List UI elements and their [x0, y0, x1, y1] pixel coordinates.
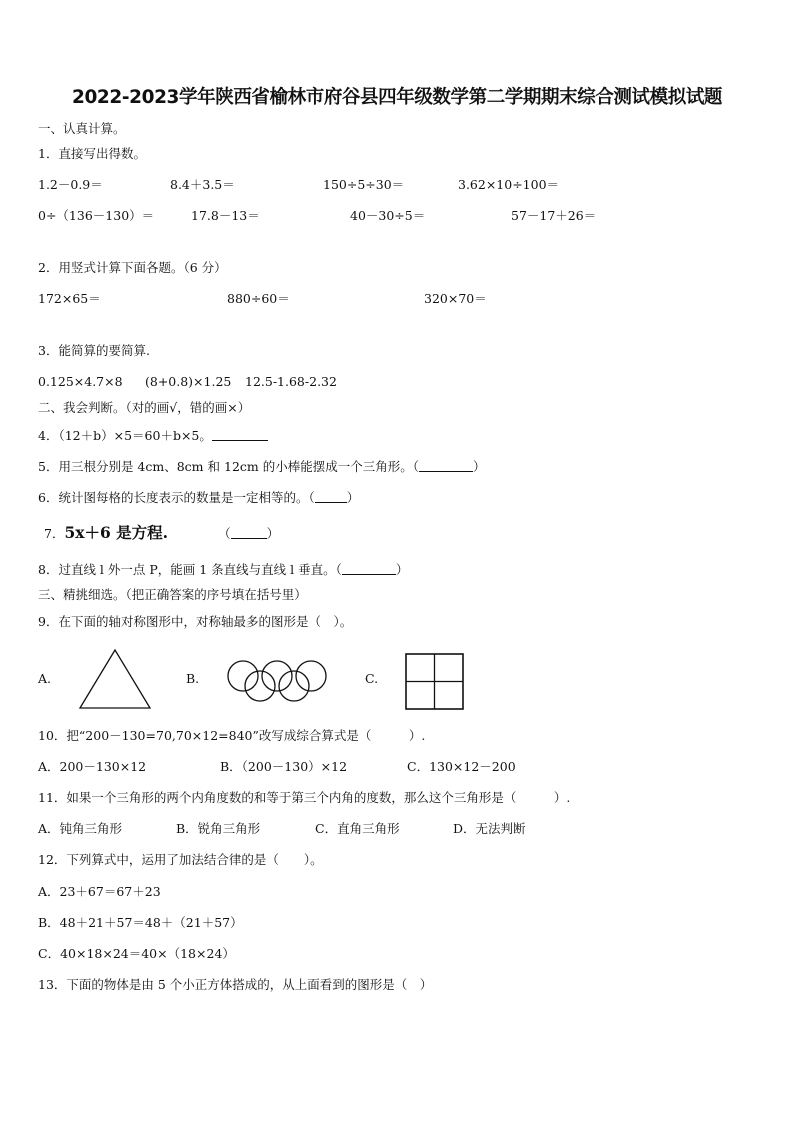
q1-item: 17.8－13＝ — [191, 208, 260, 223]
q8-close: ） — [395, 562, 409, 577]
answer-blank[interactable] — [419, 460, 473, 472]
q12-option: A．23＋67＝67＋23 — [38, 884, 161, 899]
q4-text: 4．（12＋b）×5＝60＋b×5。 — [38, 428, 212, 443]
q10-prompt: 10．把“200－130=70,70×12=840”改写成综合算式是（ ）. — [38, 728, 426, 743]
section3-heading: 三、精挑细选。（把正确答案的序号填在括号里） — [38, 587, 307, 602]
q1-prompt: 1．直接写出得数。 — [38, 146, 146, 161]
q1-item: 150÷5÷30＝ — [323, 177, 405, 192]
q1-item: 1.2－0.9＝ — [38, 177, 103, 192]
q4-line — [38, 429, 268, 443]
olympic-rings-figure — [226, 660, 330, 694]
q9-option-b: B. — [186, 671, 200, 686]
q7-line — [44, 525, 279, 541]
q6-line — [38, 491, 359, 505]
q12-prompt: 12．下列算式中，运用了加法结合律的是（ ）。 — [38, 852, 323, 867]
q3-item: (8+0.8)×1.25 — [145, 374, 232, 389]
q7-expression: 5x＋6 是方程. — [64, 523, 169, 542]
q5-line — [38, 460, 486, 474]
q10-option: C．130×12－200 — [407, 759, 516, 774]
q11-option: C．直角三角形 — [315, 821, 400, 836]
q7-paren-open: （ — [218, 526, 231, 541]
q11-prompt: 11．如果一个三角形的两个内角度数的和等于第三个内角的度数，那么这个三角形是（ ）. — [38, 790, 571, 805]
q11-option: B．锐角三角形 — [176, 821, 261, 836]
answer-blank[interactable] — [342, 563, 396, 575]
q6-close: ） — [346, 490, 360, 505]
q8-line — [38, 563, 408, 577]
q5-close: ） — [472, 459, 486, 474]
q3-item: 12.5-1.68-2.32 — [245, 374, 337, 389]
q11-option: D．无法判断 — [453, 821, 526, 836]
section1-heading: 一、认真计算。 — [38, 121, 126, 136]
answer-blank[interactable] — [212, 429, 268, 441]
q8-text: 8．过直线 l 外一点 P，能画 1 条直线与直线 l 垂直。（ — [38, 562, 342, 577]
q12-option: C．40×18×24＝40×（18×24） — [38, 946, 235, 961]
q9-option-c: C. — [365, 671, 379, 686]
q10-option: A．200－130×12 — [38, 759, 147, 774]
q2-item: 320×70＝ — [424, 291, 487, 306]
q9-option-a: A. — [38, 671, 52, 686]
q3-item: 0.125×4.7×8 — [38, 374, 123, 389]
section2-heading: 二、我会判断。（对的画√，错的画×） — [38, 400, 251, 415]
q3-prompt: 3．能简算的要简算. — [38, 343, 150, 358]
answer-blank[interactable] — [315, 491, 347, 503]
q9-prompt: 9．在下面的轴对称图形中，对称轴最多的图形是（ ）。 — [38, 614, 353, 629]
q2-item: 880÷60＝ — [227, 291, 290, 306]
square-grid-figure — [405, 653, 465, 710]
q13-prompt: 13．下面的物体是由 5 个小正方体搭成的，从上面看到的图形是（ ） — [38, 977, 433, 992]
q1-item: 8.4＋3.5＝ — [170, 177, 235, 192]
q11-option: A．钝角三角形 — [38, 821, 123, 836]
q1-item: 40－30÷5＝ — [350, 208, 426, 223]
q7-number: 7． — [44, 526, 65, 541]
q6-text: 6．统计图每格的长度表示的数量是一定相等的。（ — [38, 490, 315, 505]
page-title: 2022-2023学年陕西省榆林市府谷县四年级数学第二学期期末综合测试模拟试题 — [71, 87, 723, 108]
q2-item: 172×65＝ — [38, 291, 101, 306]
q1-item: 3.62×10÷100＝ — [458, 177, 560, 192]
q12-option: B．48＋21＋57＝48＋（21＋57） — [38, 915, 243, 930]
triangle-figure — [78, 648, 152, 710]
q2-prompt: 2．用竖式计算下面各题。（6 分） — [38, 260, 227, 275]
q10-option: B．（200－130）×12 — [220, 759, 348, 774]
q5-text: 5．用三根分别是 4cm、8cm 和 12cm 的小棒能摆成一个三角形。（ — [38, 459, 419, 474]
q7-paren-close: ） — [266, 526, 280, 541]
answer-blank[interactable] — [231, 527, 267, 539]
q1-item: 0÷（136－130）＝ — [38, 208, 155, 223]
q1-item: 57－17＋26＝ — [511, 208, 597, 223]
